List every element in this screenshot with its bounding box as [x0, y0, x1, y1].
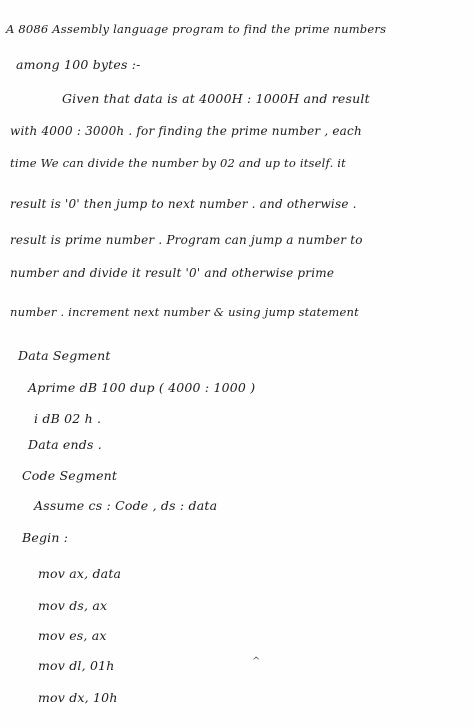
- code-line-data-segment: Data Segment: [18, 348, 111, 363]
- code-line-i-db: i dB 02 h .: [34, 411, 102, 426]
- code-line-mov-dl: mov dl, 01h: [38, 658, 115, 673]
- stray-pen-mark: ^: [252, 656, 261, 667]
- paragraph-line-2: among 100 bytes :-: [16, 57, 141, 72]
- paragraph-line-3: Given that data is at 4000H : 1000H and result: [62, 91, 370, 106]
- paragraph-line-8: number and divide it result '0' and otherwise prime: [10, 266, 335, 280]
- paragraph-line-1: A 8086 Assembly language program to find the prime numbers: [6, 22, 387, 36]
- code-line-mov-ds: mov ds, ax: [38, 598, 108, 613]
- paragraph-line-6: result is '0' then jump to next number . and otherwise .: [10, 197, 357, 211]
- paragraph-line-4: with 4000 : 3000h . for finding the prime number , each: [10, 124, 362, 138]
- code-line-begin: Begin :: [22, 530, 69, 545]
- paragraph-line-7: result is prime number . Program can jump a number to: [10, 233, 363, 247]
- code-line-data-ends: Data ends .: [28, 437, 102, 452]
- code-line-mov-dx: mov dx, 10h: [38, 690, 118, 705]
- paragraph-line-9: number . increment next number & using jump statement: [10, 305, 359, 319]
- code-line-aprime: Aprime dB 100 dup ( 4000 : 1000 ): [28, 380, 256, 395]
- paragraph-line-5: time We can divide the number by 02 and up to itself. it: [10, 156, 346, 170]
- code-line-mov-ax: mov ax, data: [38, 566, 122, 581]
- code-line-assume: Assume cs : Code , ds : data: [34, 498, 218, 513]
- code-line-code-segment: Code Segment: [22, 468, 118, 483]
- code-line-mov-es: mov es, ax: [38, 628, 107, 643]
